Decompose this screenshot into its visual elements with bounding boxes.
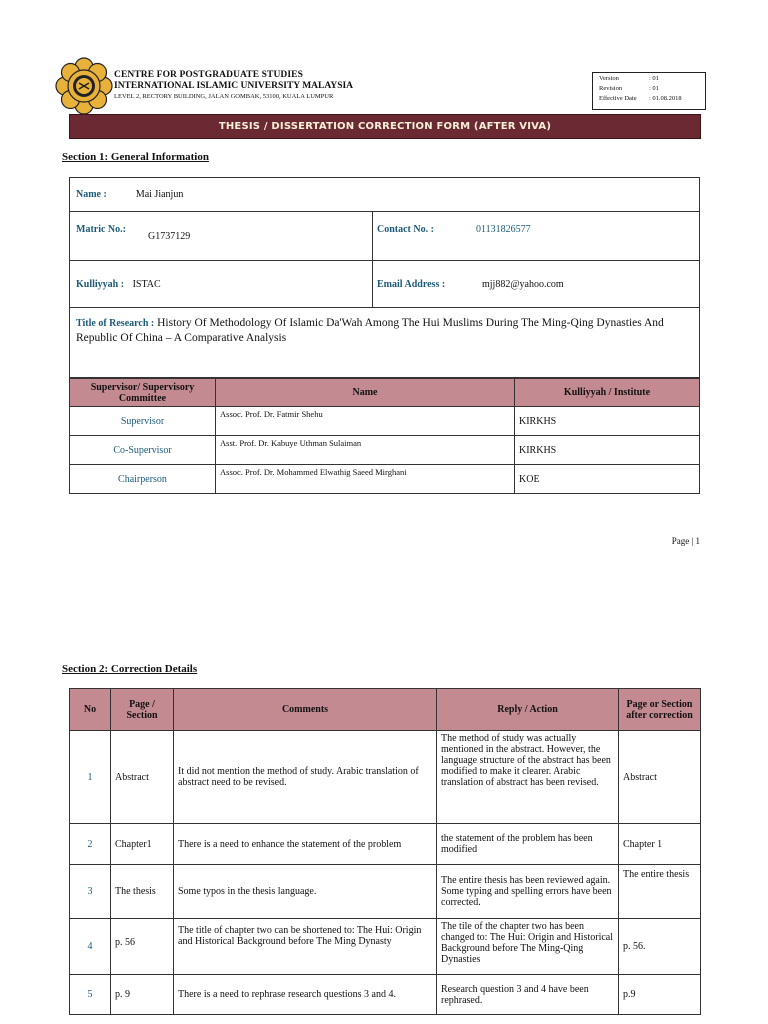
matric-value: G1737129 (148, 230, 191, 242)
comment-cell: It did not mention the method of study. Arabic translation of abstract need to be revised. (174, 731, 437, 824)
general-info-table (69, 177, 700, 378)
page-col-header: Page / Section (111, 689, 174, 731)
reply-col-header: Reply / Action (437, 689, 619, 731)
row-number: 2 (70, 824, 111, 865)
after-cell: Chapter 1 (619, 824, 701, 865)
no-col-header: No (70, 689, 111, 731)
version-box (592, 72, 706, 110)
after-cell: Abstract (619, 731, 701, 824)
reply-cell: the statement of the problem has been modified (437, 824, 619, 865)
revision-value: : 01 (649, 85, 659, 92)
table-row (70, 975, 701, 1015)
page-cell: The thesis (111, 865, 174, 919)
row-number: 1 (70, 731, 111, 824)
after-cell: p.9 (619, 975, 701, 1015)
supervisor-name-cell: Asst. Prof. Dr. Kabuye Uthman Sulaiman (216, 436, 515, 465)
matric-label: Matric No.: (76, 224, 126, 235)
header-university-name: INTERNATIONAL ISLAMIC UNIVERSITY MALAYSIA (114, 81, 354, 91)
header-centre-name: CENTRE FOR POSTGRADUATE STUDIES (114, 70, 303, 80)
reply-cell: The entire thesis has been reviewed again. Some typing and spelling errors have been corrected. (437, 865, 619, 919)
role-cell: Supervisor (70, 407, 216, 436)
kulliyyah-col-header: Kulliyyah / Institute (515, 379, 700, 407)
section1-heading: Section 1: General Information (62, 151, 209, 163)
comment-cell: Some typos in the thesis language. (174, 865, 437, 919)
iium-logo-icon (54, 56, 114, 116)
form-title: THESIS / DISSERTATION CORRECTION FORM (AFTER VIVA) (69, 114, 701, 139)
supervisor-col-header: Supervisor/ Supervisory Committee (70, 379, 216, 407)
page-number: Page | 1 (671, 536, 700, 546)
table-row (70, 407, 700, 436)
supervisor-table (69, 378, 700, 494)
page-cell: Abstract (111, 731, 174, 824)
comments-col-header: Comments (174, 689, 437, 731)
role-cell: Chairperson (70, 465, 216, 494)
version-label: Version (599, 75, 619, 82)
comment-cell: There is a need to enhance the statement of the problem (174, 824, 437, 865)
research-title-label: Title of Research : (76, 318, 155, 329)
table-row (70, 465, 700, 494)
table-row (70, 919, 701, 975)
reply-cell: The tile of the chapter two has been changed to: The Hui: Origin and Historical Background before The Ming-Qing Dynasties (437, 919, 619, 975)
after-cell: The entire thesis (619, 865, 701, 919)
table-row (70, 436, 700, 465)
page-cell: p. 9 (111, 975, 174, 1015)
comment-cell: The title of chapter two can be shortened to: The Hui: Origin and Historical Background before The Ming Dynasty (174, 919, 437, 975)
email-label: Email Address : (377, 278, 446, 290)
contact-label: Contact No. : (377, 224, 434, 235)
kulliyyah-label: Kulliyyah : (76, 278, 125, 290)
version-value: : 01 (649, 75, 659, 82)
supervisor-name-cell: Assoc. Prof. Dr. Fatmir Shehu (216, 407, 515, 436)
kulliyyah-cell: KIRKHS (515, 436, 700, 465)
revision-label: Revision (599, 85, 623, 92)
after-cell: p. 56. (619, 919, 701, 975)
correction-table (69, 688, 701, 1015)
name-label: Name : (76, 189, 107, 200)
table-row (70, 731, 701, 824)
row-number: 4 (70, 919, 111, 975)
supervisor-name-cell: Assoc. Prof. Dr. Mohammed Elwathig Saeed Mirghani (216, 465, 515, 494)
contact-value: 01131826577 (476, 224, 531, 235)
effective-date-value: : 01.08.2018 (649, 95, 682, 102)
comment-cell: There is a need to rephrase research questions 3 and 4. (174, 975, 437, 1015)
after-col-header: Page or Section after correction (619, 689, 701, 731)
name-col-header: Name (216, 379, 515, 407)
row-number: 5 (70, 975, 111, 1015)
kulliyyah-cell: KIRKHS (515, 407, 700, 436)
page-cell: p. 56 (111, 919, 174, 975)
research-title-value: History Of Methodology Of Islamic Da'Wah Among The Hui Muslims During The Ming-Qing Dynasties And Republic Of China – A Comparative Analysis (76, 317, 664, 344)
kulliyyah-cell: KOE (515, 465, 700, 494)
effective-date-label: Effective Date (599, 95, 637, 102)
kulliyyah-value: ISTAC (132, 278, 161, 290)
row-number: 3 (70, 865, 111, 919)
email-value: mjj882@yahoo.com (482, 278, 564, 290)
section2-heading: Section 2: Correction Details (62, 663, 198, 675)
reply-cell: Research question 3 and 4 have been rephrased. (437, 975, 619, 1015)
page-cell: Chapter1 (111, 824, 174, 865)
table-row (70, 865, 701, 919)
header-address: LEVEL 2, RECTORY BUILDING, JALAN GOMBAK, 53100, KUALA LUMPUR (114, 93, 334, 100)
table-row (70, 824, 701, 865)
role-cell: Co-Supervisor (70, 436, 216, 465)
reply-cell: The method of study was actually mentioned in the abstract. However, the language structure of the abstract has been modified to make it clearer. Arabic translation of abstract has been revised. (437, 731, 619, 824)
name-value: Mai Jianjun (135, 189, 184, 200)
